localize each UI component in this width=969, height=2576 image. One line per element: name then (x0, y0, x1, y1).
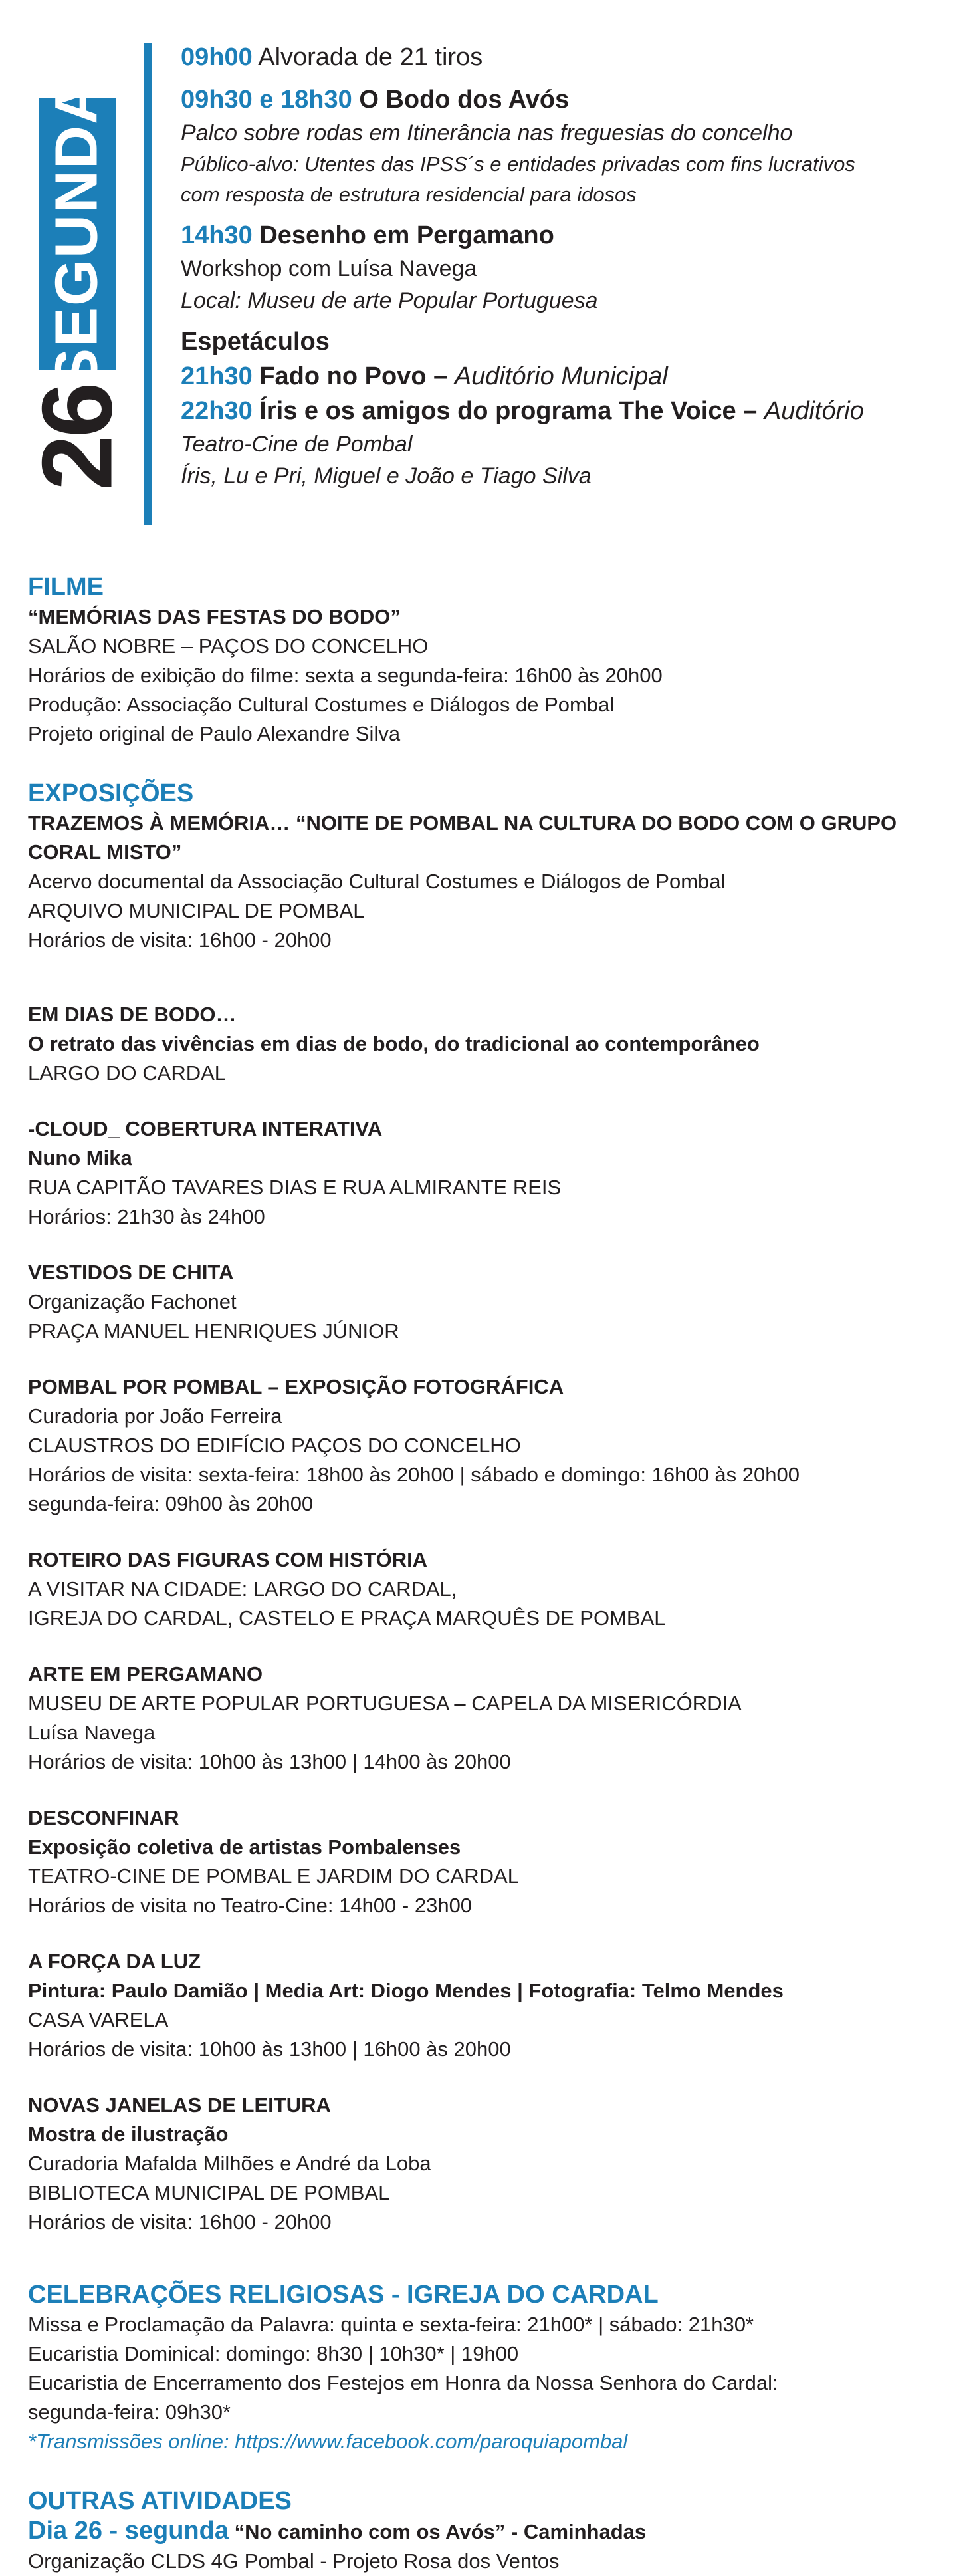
film-credit: Projeto original de Paulo Alexandre Silva (28, 722, 401, 745)
section-title-celebracoes: CELEBRAÇÕES RELIGIOSAS - IGREJA DO CARDAL (28, 2281, 659, 2309)
exhibition-subtitle: Exposição coletiva de artistas Pombalenses (28, 1835, 461, 1859)
film-title: “MEMÓRIAS DAS FESTAS DO BODO” (28, 605, 401, 628)
film-hours: Horários de exibição do filme: sexta a segunda-feira: 16h00 às 20h00 (28, 664, 663, 687)
exhibition-venue: CASA VARELA (28, 2008, 169, 2031)
day-name: SEGUNDA (43, 79, 110, 389)
exhibition-title: POMBAL POR POMBAL – EXPOSIÇÃO FOTOGRÁFICA (28, 1375, 564, 1398)
event-heading: Espetáculos (181, 328, 330, 356)
event-dash: – (426, 362, 455, 390)
exhibition-detail: Curadoria por João Ferreira (28, 1404, 282, 1428)
exhibition-title: TRAZEMOS À MEMÓRIA… “NOITE DE POMBAL NA CULTURA DO BODO COM O GRUPO (28, 811, 897, 835)
event-detail: Íris, Lu e Pri, Miguel e João e Tiago Silva (181, 463, 592, 489)
event-time: 22h30 (181, 397, 253, 425)
event-detail: Teatro-Cine de Pombal (181, 432, 413, 457)
exhibition-detail: Organização Fachonet (28, 1290, 237, 1313)
exhibition-venue: RUA CAPITÃO TAVARES DIAS E RUA ALMIRANTE REIS (28, 1176, 562, 1199)
exhibition-item (28, 1258, 945, 1346)
activity-day: Dia 26 - segunda (28, 2517, 229, 2545)
exhibition-venue: CLAUSTROS DO EDIFÍCIO PAÇOS DO CONCELHO (28, 1434, 521, 1457)
exhibition-title: NOVAS JANELAS DE LEITURA (28, 2093, 331, 2117)
activity-item (28, 2516, 945, 2547)
mass-schedule: Eucaristia Dominical: domingo: 8h30 | 10h30* | 19h00 (28, 2342, 519, 2365)
event-title: Alvorada de 21 tiros (258, 43, 483, 71)
exhibition-title: DESCONFINAR (28, 1806, 179, 1829)
exhibition-title: VESTIDOS DE CHITA (28, 1261, 234, 1284)
exhibition-venue: MUSEU DE ARTE POPULAR PORTUGUESA – CAPELA DA MISERICÓRDIA (28, 1692, 742, 1715)
exhibition-hours: Horários de visita: 10h00 às 13h00 | 14h00 às 20h00 (28, 1750, 511, 1773)
exhibition-title: ARTE EM PERGAMANO (28, 1662, 263, 1686)
exhibition-title: CORAL MISTO” (28, 840, 182, 864)
section-title-outras: OUTRAS ATIVIDADES (28, 2487, 292, 2515)
exhibition-venue: IGREJA DO CARDAL, CASTELO E PRAÇA MARQUÊS DE POMBAL (28, 1607, 666, 1630)
section-title-filme: FILME (28, 573, 104, 601)
event-dash: – (736, 397, 764, 425)
exhibition-item (28, 1660, 945, 1777)
event-item (181, 40, 945, 74)
exhibition-artist: Nuno Mika (28, 1146, 132, 1170)
exhibition-hours: segunda-feira: 09h00 às 20h00 (28, 1492, 314, 1515)
exhibition-item (28, 1000, 945, 1088)
day-program (0, 0, 969, 532)
program-listing (28, 572, 945, 2576)
event-time: 21h30 (181, 362, 253, 390)
event-item (181, 359, 945, 394)
exhibition-title: ROTEIRO DAS FIGURAS COM HISTÓRIA (28, 1548, 428, 1571)
exhibition-venue: LARGO DO CARDAL (28, 1061, 227, 1085)
event-place: Auditório (764, 397, 864, 425)
exhibition-item (28, 809, 945, 955)
exhibition-item (28, 1372, 945, 1519)
film-production: Produção: Associação Cultural Costumes e Diálogos de Pombal (28, 693, 615, 716)
mass-schedule: segunda-feira: 09h30* (28, 2400, 231, 2424)
event-detail: Workshop com Luísa Navega (181, 256, 477, 281)
exhibition-item (28, 2091, 945, 2237)
exhibition-hours: Horários: 21h30 às 24h00 (28, 1205, 265, 1228)
event-time: 09h00 (181, 43, 253, 71)
exhibition-venue: ARQUIVO MUNICIPAL DE POMBAL (28, 899, 365, 922)
event-place: Auditório Municipal (454, 362, 668, 390)
event-title: Fado no Povo (259, 362, 427, 390)
section-title-exposicoes: EXPOSIÇÕES (28, 779, 194, 807)
exhibition-item (28, 1545, 945, 1633)
exhibition-venue: BIBLIOTECA MUNICIPAL DE POMBAL (28, 2181, 390, 2204)
event-title: O Bodo dos Avós (359, 86, 570, 114)
event-item (181, 394, 945, 428)
exhibition-item (28, 1947, 945, 2064)
exhibition-item (28, 1803, 945, 1920)
activity-title: “No caminho com os Avós” - Caminhadas (234, 2520, 647, 2543)
exhibition-subtitle: Pintura: Paulo Damião | Media Art: Diogo Mendes | Fotografia: Telmo Mendes (28, 1979, 784, 2002)
exhibition-venue: PRAÇA MANUEL HENRIQUES JÚNIOR (28, 1319, 399, 1343)
event-detail: Local: Museu de arte Popular Portuguesa (181, 288, 598, 313)
exhibition-title: EM DIAS DE BODO… (28, 1003, 237, 1026)
exhibition-detail: Acervo documental da Associação Cultural Costumes e Diálogos de Pombal (28, 870, 726, 893)
exhibition-hours: Horários de visita no Teatro-Cine: 14h00 - 23h00 (28, 1894, 473, 1917)
film-venue: SALÃO NOBRE – PAÇOS DO CONCELHO (28, 634, 429, 658)
event-time: 09h30 e 18h30 (181, 86, 352, 114)
event-item (181, 218, 945, 253)
event-list (181, 40, 945, 492)
exhibition-subtitle: O retrato das vivências em dias de bodo, do tradicional ao contemporâneo (28, 1032, 760, 1055)
event-item (181, 82, 945, 117)
exhibition-title: -CLOUD_ COBERTURA INTERATIVA (28, 1117, 383, 1140)
exhibition-subtitle: Mostra de ilustração (28, 2123, 229, 2146)
event-time: 14h30 (181, 221, 253, 249)
exhibition-venue: TEATRO-CINE DE POMBAL E JARDIM DO CARDAL (28, 1865, 519, 1888)
online-broadcast-link[interactable]: *Transmissões online: https://www.facebook.com/paroquiapombal (28, 2430, 628, 2453)
exhibition-title: A FORÇA DA LUZ (28, 1950, 201, 1973)
day-number: 26 (21, 384, 133, 491)
mass-schedule: Eucaristia de Encerramento dos Festejos em Honra da Nossa Senhora do Cardal: (28, 2371, 778, 2394)
event-detail: Público-alvo: Utentes das IPSS´s e entidades privadas com fins lucrativos (181, 152, 855, 176)
exhibition-artist: Luísa Navega (28, 1721, 156, 1744)
exhibition-hours: Horários de visita: sexta-feira: 18h00 às 20h00 | sábado e domingo: 16h00 às 20h00 (28, 1463, 800, 1486)
mass-schedule: Missa e Proclamação da Palavra: quinta e sexta-feira: 21h00* | sábado: 21h30* (28, 2313, 754, 2336)
exhibition-hours: Horários de visita: 10h00 às 13h00 | 16h00 às 20h00 (28, 2037, 511, 2061)
exhibition-item (28, 1114, 945, 1231)
exhibition-detail: Curadoria Mafalda Milhões e André da Loba (28, 2152, 431, 2175)
event-detail: Palco sobre rodas em Itinerância nas freguesias do concelho (181, 120, 793, 146)
divider-bar (144, 43, 152, 525)
event-title: Desenho em Pergamano (259, 221, 554, 249)
event-detail: com resposta de estrutura residencial para idosos (181, 183, 637, 206)
exhibition-hours: Horários de visita: 16h00 - 20h00 (28, 2210, 332, 2234)
event-title: Íris e os amigos do programa The Voice (259, 397, 736, 425)
exhibition-venue: A VISITAR NA CIDADE: LARGO DO CARDAL, (28, 1577, 457, 1601)
activity-organizer: Organização CLDS 4G Pombal - Projeto Rosa dos Ventos (28, 2549, 560, 2573)
exhibition-hours: Horários de visita: 16h00 - 20h00 (28, 928, 332, 952)
